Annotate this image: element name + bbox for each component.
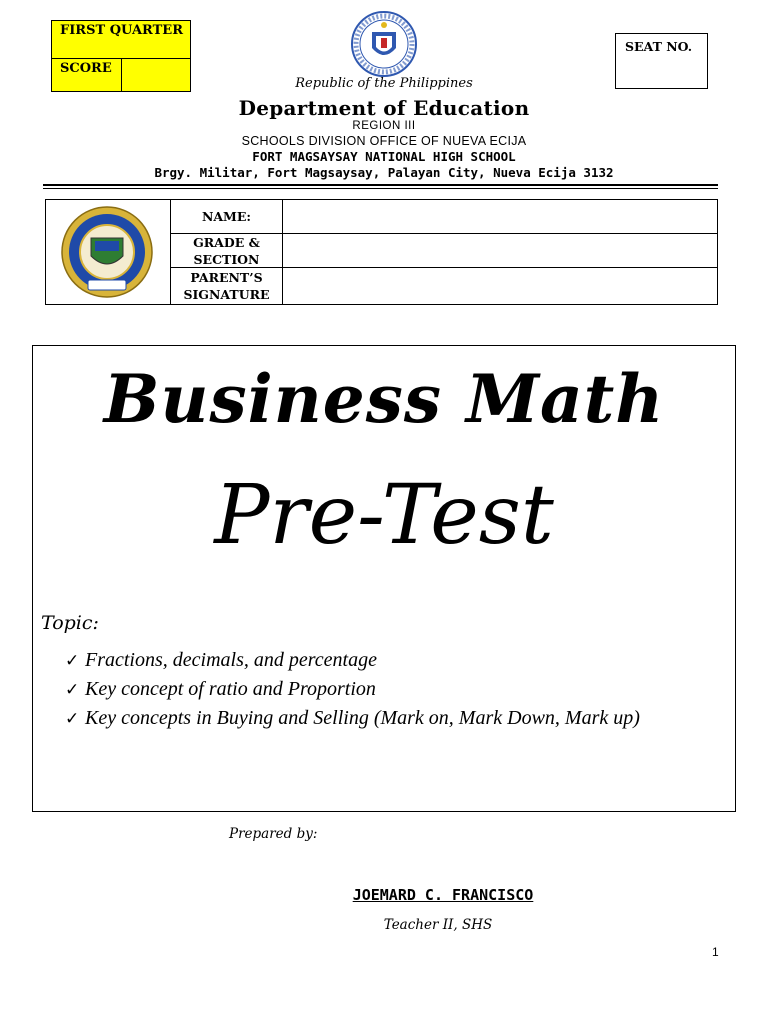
- topic-text: Key concepts in Buying and Selling (Mark on, Mark Down, Mark up): [85, 707, 640, 729]
- list-item: [65, 707, 640, 736]
- list-item: [65, 649, 640, 678]
- region-line: REGION III: [352, 120, 416, 132]
- school-logo-cell: [46, 200, 171, 304]
- checkmark-icon: ✓: [65, 709, 80, 728]
- parent-label-cell: [171, 268, 283, 304]
- header-rule-thin: [43, 188, 718, 189]
- grade-label-cell: [171, 234, 283, 268]
- topic-list: [65, 649, 640, 736]
- quarter-label: FIRST QUARTER: [60, 23, 184, 38]
- republic-line: Republic of the Philippines: [295, 76, 473, 91]
- header-rule-thick: [43, 184, 718, 186]
- teacher-role: Teacher II, SHS: [383, 917, 493, 933]
- grade-section-field[interactable]: [284, 234, 717, 268]
- division-line: SCHOOLS DIVISION OFFICE OF NUEVA ECIJA: [241, 134, 527, 148]
- teacher-name: JOEMARD C. FRANCISCO: [352, 886, 534, 904]
- score-label: SCORE: [60, 61, 112, 76]
- topic-text: Key concept of ratio and Proportion: [85, 678, 376, 700]
- student-info-table: [45, 199, 718, 305]
- grade-label-line-2: SECTION: [193, 252, 260, 267]
- parent-label-line-2: SIGNATURE: [183, 287, 270, 302]
- cover-title: Business Math: [103, 360, 665, 438]
- topic-text: Fractions, decimals, and percentage: [85, 649, 377, 671]
- prepared-by-label: Prepared by:: [229, 826, 318, 842]
- name-field[interactable]: [284, 200, 717, 234]
- list-item: [65, 678, 640, 707]
- topic-label: Topic:: [41, 612, 99, 634]
- cover-box: [32, 345, 736, 812]
- grade-label-line-1: GRADE &: [193, 235, 260, 250]
- school-logo-icon: [46, 200, 170, 304]
- checkmark-icon: ✓: [65, 680, 80, 699]
- name-label: NAME:: [201, 209, 252, 224]
- school-name: FORT MAGSAYSAY NATIONAL HIGH SCHOOL: [252, 149, 516, 164]
- checkmark-icon: ✓: [65, 651, 80, 670]
- page-number: 1: [712, 945, 719, 959]
- parent-signature-field[interactable]: [284, 268, 717, 304]
- seat-number-label: SEAT NO.: [625, 39, 693, 54]
- deped-seal-icon: [350, 10, 418, 78]
- cover-subtitle: Pre-Test: [214, 468, 554, 563]
- department-line: Department of Education: [238, 96, 530, 120]
- name-label-cell: [171, 200, 283, 234]
- school-address: Brgy. Militar, Fort Magsaysay, Palayan City, Nueva Ecija 3132: [154, 165, 614, 180]
- parent-label-line-1: PARENT’S: [190, 270, 263, 285]
